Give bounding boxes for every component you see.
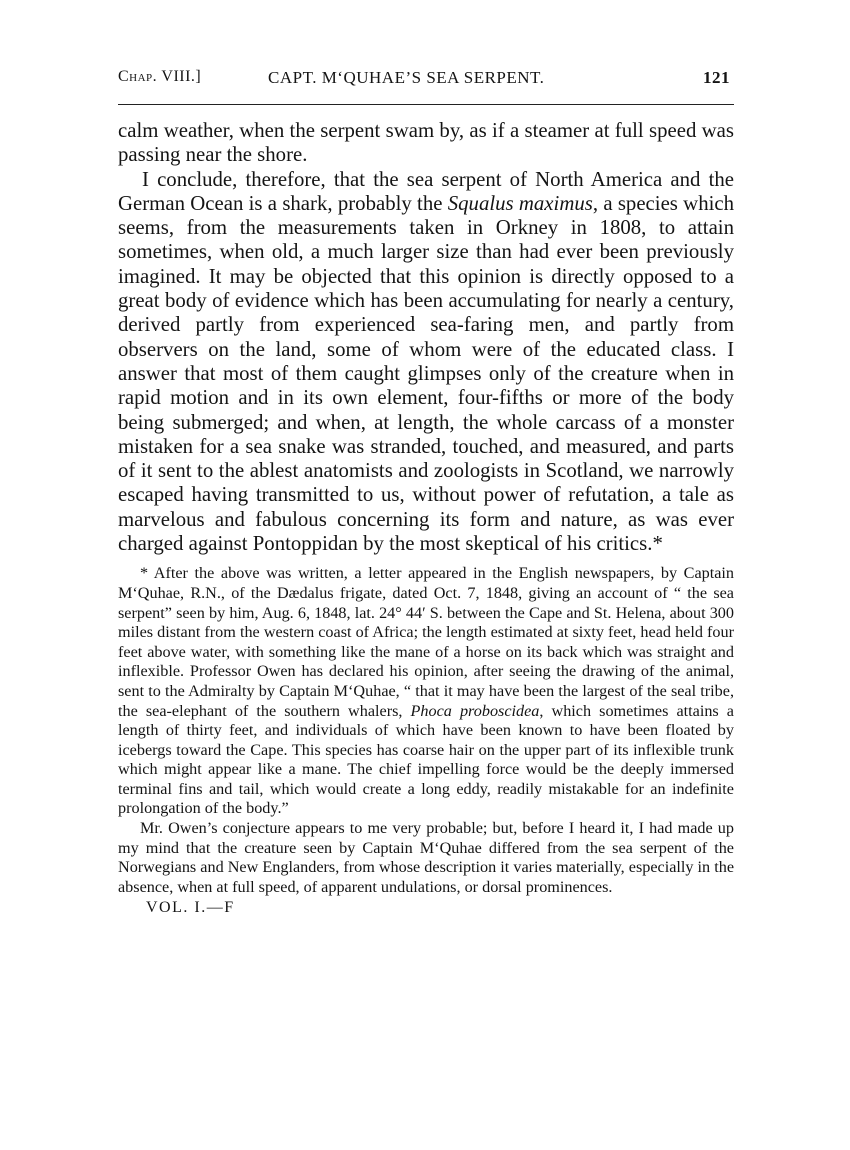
main-text: [118, 119, 734, 556]
chapter-label: Chap. VIII.]: [118, 68, 202, 85]
running-head: [118, 62, 734, 90]
footnote-continuation: Mr. Owen’s conjecture appears to me very probable; but, before I heard it, I had made up my mind that the creature seen by Captain M‘Quhae differed from the sea serpent of the Norwegians and New Englanders, from whose description it varies materially, especially in the absence, when at full speed, of apparent undulations, or dorsal prominences.: [118, 819, 734, 896]
signature-mark: VOL. I.—F: [146, 899, 235, 917]
paragraph: I conclude, therefore, that the sea serpent of North America and the German Ocean is a shark, probably the Squalus maximus, a species which seems, from the measurements taken in Orkney in 1808, to attain sometimes, when old, a much larger size than had ever been previously imagined. It may be objected that this opinion is directly opposed to a great body of evidence which has been accumulating for nearly a century, derived partly from experienced sea-faring men, and partly from observers on the land, some of whom were of the educated class. I answer that most of them caught glimpses only of the creature when in rapid motion and in its own element, four-fifths or more of the body being submerged; and when, at length, the whole carcass of a monster mistaken for a sea snake was stranded, touched, and measured, and parts of it sent to the ablest anatomists and zoologists in Scotland, we narrowly escaped having transmitted to us, without power of refutation, a tale as marvelous and fabulous concerning its form and nature, as was ever charged against Pontoppidan by the most skeptical of his critics.*: [118, 167, 734, 556]
footnotes: [118, 564, 734, 897]
running-title: CAPT. M‘QUHAE’S SEA SERPENT.: [268, 68, 545, 87]
book-page: [118, 62, 734, 917]
paragraph: calm weather, when the serpent swam by, as if a steamer at full speed was passing near the shore.: [118, 119, 734, 167]
page-number: 121: [703, 68, 730, 87]
header-rule: [118, 104, 734, 105]
footnote: * After the above was written, a letter appeared in the English newspapers, by Captain M‘Quhae, R.N., of the Dædalus frigate, dated Oct. 7, 1848, giving an account of “ the sea serpent” seen by him, Aug. 6, 1848, lat. 24° 44′ S. between the Cape and St. Helena, about 300 miles distant from the western coast of Africa; the length estimated at sixty feet, head held four feet above water, with something like the mane of a horse on its back which was straight and inflexible. Professor Owen has declared his opinion, after seeing the drawing of the animal, sent to the Admiralty by Captain M‘Quhae, “ that it may have been the largest of the seal tribe, the sea-elephant of the southern whalers, Phoca proboscidea, which sometimes attains a length of thirty feet, and individuals of which have been known to have been floated by icebergs toward the Cape. This species has coarse hair on the upper part of its inflexible trunk which might appear like a mane. The chief impelling force would be the deeply immersed terminal fins and tail, which would create a long eddy, readily mistakable for an indefinite prolongation of the body.”: [118, 564, 734, 818]
